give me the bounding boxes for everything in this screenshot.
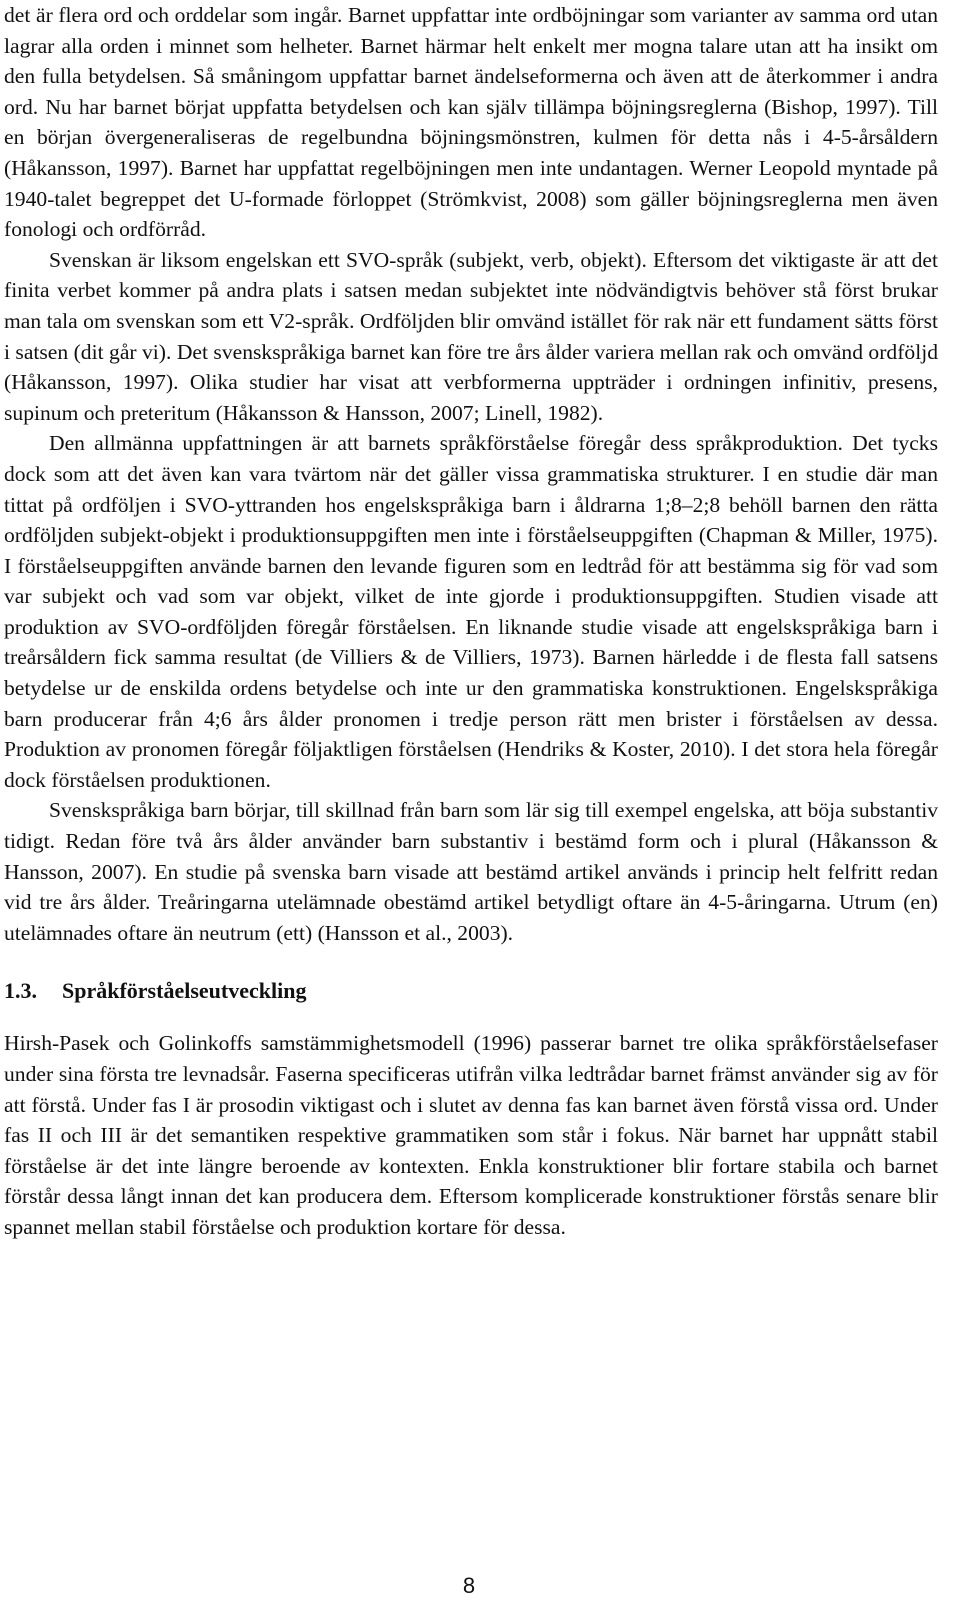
body-paragraph: Den allmänna uppfattningen är att barnets språkförståelse föregår dess språkproduktion. Det tycks dock som att det även kan vara tvärtom när det gäller vissa grammatiska strukturer. I en studie där man tittat på ordföljen i SVO-yttranden hos engelskspråkiga barn i åldrarna 1;8–2;8 behöll barnen den rätta ordföljden subjekt-objekt i produktionsuppgiften men inte i förståelseuppgiften (Chapman & Miller, 1975). I förståelseuppgiften använde barnen den levande figuren som en ledtråd för att bestämma sig för vad som var subjekt och vad som var objekt, vilket de inte gjorde i produktionsuppgiften. Studien visade att produktion av SVO-ordföljden föregår förståelsen. En liknande studie visade att engelskspråkiga barn i treårsåldern fick samma resultat (de Villiers & de Villiers, 1973). Barnen härledde i de flesta fall satsens betydelse ur de enskilda ordens betydelse och inte ur den grammatiska konstruktionen. Engelskspråkiga barn producerar från 4;6 års ålder pronomen i tredje person rätt men brister i förståelsen av dessa. Produktion av pronomen föregår följaktligen förståelsen (Hendriks & Koster, 2010). I det stora hela föregår dock förståelsen produktionen. (4, 431, 938, 792)
body-paragraph: det är flera ord och orddelar som ingår. Barnet uppfattar inte ordböjningar som varianter av samma ord utan lagrar alla orden i minnet som helheter. Barnet härmar helt enkelt mer mogna talare utan att ha insikt om den fulla betydelsen. Så småningom uppfattar barnet ändelseformerna och även att de återkommer i andra ord. Nu har barnet börjat uppfatta betydelsen och kan själv tillämpa böjningsreglerna (Bishop, 1997). Till en början övergeneraliseras de regelbundna böjningsmönstren, kulmen för detta nås i 4-5-årsåldern (Håkansson, 1997). Barnet har uppfattat regelböjningen men inte undantagen. Werner Leopold myntade på 1940-talet begreppet det U-formade förloppet (Strömkvist, 2008) som gäller böjningsreglerna men även fonologi och ordförråd. (4, 3, 938, 242)
section-heading (4, 976, 938, 1006)
body-paragraph: Hirsh-Pasek och Golinkoffs samstämmighetsmodell (1996) passerar barnet tre olika språkförståelsefaser under sina första tre levnadsår. Faserna specificeras utifrån vilka ledtrådar barnet främst använder sig av för att förstå. Under fas I är prosodin viktigast och i slutet av denna fas kan barnet även förstå vissa ord. Under fas II och III är det semantiken respektive grammatiken som står i fokus. När barnet har uppnått stabil förståelse är det inte längre beroende av kontexten. Enkla konstruktioner blir fortare stabila och barnet förstår dessa långt innan det kan producera dem. Eftersom komplicerade konstruktioner förstås senare blir spannet mellan stabil förståelse och produktion kortare för dessa. (4, 1031, 938, 1239)
document-page (4, 0, 938, 1243)
section-number: 1.3. (4, 978, 37, 1004)
body-paragraph: Svenskan är liksom engelskan ett SVO-språk (subjekt, verb, objekt). Eftersom det viktigaste är att det finita verbet kommer på andra plats i satsen medan subjektet inte nödvändigtvis behöver stå först brukar man tala om svenskan som ett V2-språk. Ordföljden blir omvänd istället för rak när ett fundament sätts först i satsen (dit går vi). Det svenskspråkiga barnet kan före tre års ålder variera mellan rak och omvänd ordföljd (Håkansson, 1997). Olika studier har visat att verbformerna uppträder i ordningen infinitiv, presens, supinum och preteritum (Håkansson & Hansson, 2007; Linell, 1982). (4, 247, 938, 425)
page-number: 8 (462, 1573, 476, 1598)
section-title: Språkförståelseutveckling (62, 978, 307, 1004)
body-paragraph: Svenskspråkiga barn börjar, till skillnad från barn som lär sig till exempel engelska, att böja substantiv tidigt. Redan före två års ålder använder barn substantiv i bestämd form och i plural (Håkansson & Hansson, 2007). En studie på svenska barn visade att bestämd artikel används i princip helt felfritt redan vid tre års ålder. Treåringarna utelämnade obestämd artikel betydligt oftare än 4-5-åringarna. Utrum (en) utelämnades oftare än neutrum (ett) (Hansson et al., 2003). (4, 798, 938, 945)
